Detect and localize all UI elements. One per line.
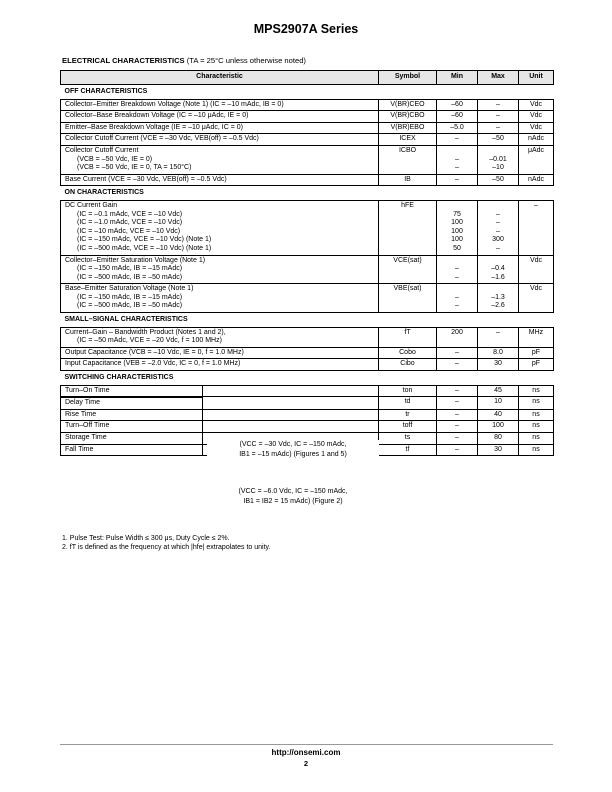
max-cell: 8.0	[478, 347, 519, 359]
section-row	[61, 371, 554, 386]
char-cell	[61, 409, 379, 421]
max-cell: –	[478, 99, 519, 111]
max-value: –	[496, 210, 500, 218]
min-cell: –	[437, 397, 478, 410]
char-condition: (IC = –150 mAdc, IB = –15 mAdc)	[77, 265, 183, 273]
char-cell	[61, 255, 379, 284]
char-cell	[61, 421, 379, 433]
table-row	[61, 347, 554, 359]
char-label: Base–Emitter Saturation Voltage (Note 1)	[65, 285, 194, 293]
footnote-1: 1. Pulse Test: Pulse Width ≤ 300 μs, Duty Cycle ≤ 2%.	[62, 535, 230, 542]
unit-cell: ns	[519, 444, 554, 456]
unit-cell: ns	[519, 385, 554, 397]
char-cell	[61, 284, 379, 313]
switch-label: Turn–Off Time	[61, 421, 203, 432]
symbol-cell: toff	[379, 421, 437, 433]
col-symbol: Symbol	[379, 71, 437, 85]
unit-cell: ns	[519, 397, 554, 410]
footnotes	[62, 534, 270, 552]
min-value: –	[455, 164, 459, 172]
table-row	[61, 134, 554, 146]
char-condition: (IC = –150 mAdc, VCE = –10 Vdc) (Note 1)	[77, 236, 212, 244]
switch-label: Rise Time	[61, 410, 203, 421]
char-cell: Collector–Emitter Breakdown Voltage (Note 1) (IC = –10 mAdc, IB = 0)	[61, 99, 379, 111]
section-title-label: ELECTRICAL CHARACTERISTICS	[62, 56, 185, 65]
char-condition: (IC = –10 mAdc, VCE = –10 Vdc)	[77, 227, 181, 235]
max-value: –0.01	[489, 155, 507, 163]
min-value: 50	[453, 244, 461, 252]
section-row	[61, 186, 554, 201]
table-row	[61, 421, 554, 433]
max-cell: 100	[478, 421, 519, 433]
unit-cell: nAdc	[519, 174, 554, 186]
char-cell	[61, 397, 379, 410]
char-cell	[61, 145, 379, 174]
table-row	[61, 385, 554, 397]
char-label: Collector–Emitter Saturation Voltage (Note 1)	[65, 256, 206, 264]
switch-label: Storage Time	[61, 433, 203, 444]
col-characteristic: Characteristic	[61, 71, 379, 85]
section-title-condition: (TA = 25°C unless otherwise noted)	[186, 56, 306, 65]
symbol-cell: Cobo	[379, 347, 437, 359]
unit-cell: Vdc	[519, 284, 554, 313]
switching-off-condition-1: (VCC = –6.0 Vdc, IC = –150 mAdc,	[238, 488, 348, 495]
symbol-cell: Cibo	[379, 359, 437, 371]
symbol-cell: VBE(sat)	[379, 284, 437, 313]
unit-cell: ns	[519, 409, 554, 421]
char-condition: (IC = –500 mAdc, VCE = –10 Vdc) (Note 1)	[77, 244, 212, 252]
switch-label: Turn–On Time	[61, 386, 203, 397]
symbol-cell: V(BR)CEO	[379, 99, 437, 111]
unit-cell: ns	[519, 433, 554, 445]
max-cell: –	[478, 327, 519, 347]
table-row	[61, 145, 554, 174]
table-header-row	[61, 71, 554, 85]
max-cell	[478, 145, 519, 174]
col-max: Max	[478, 71, 519, 85]
char-cell: Collector–Base Breakdown Voltage (IC = –10 μAdc, IE = 0)	[61, 111, 379, 123]
max-value: –2.6	[491, 302, 505, 310]
min-cell: –	[437, 421, 478, 433]
min-cell: –	[437, 174, 478, 186]
max-cell: –50	[478, 134, 519, 146]
section-on: ON CHARACTERISTICS	[61, 186, 554, 201]
char-cell	[61, 200, 379, 255]
unit-cell: μAdc	[519, 145, 554, 174]
section-switching: SWITCHING CHARACTERISTICS	[61, 371, 554, 386]
max-value: –1.3	[491, 293, 505, 301]
max-value: –1.6	[491, 273, 505, 281]
symbol-cell: VCE(sat)	[379, 255, 437, 284]
switch-label: Fall Time	[61, 445, 203, 456]
switching-off-conditions	[207, 487, 379, 507]
footer-divider	[60, 744, 553, 745]
footnote-2: 2. fT is defined as the frequency at which |hfe| extrapolates to unity.	[62, 544, 271, 551]
max-cell: 10	[478, 397, 519, 410]
min-cell: –	[437, 444, 478, 456]
table-row	[61, 409, 554, 421]
table-row	[61, 200, 554, 255]
max-cell	[478, 284, 519, 313]
footer-url-link[interactable]: http://onsemi.com	[271, 748, 341, 757]
min-cell: –60	[437, 99, 478, 111]
table-row	[61, 255, 554, 284]
min-value: 75	[453, 210, 461, 218]
max-cell: –	[478, 111, 519, 123]
max-value: –0.4	[491, 265, 505, 273]
section-small-signal: SMALL–SIGNAL CHARACTERISTICS	[61, 313, 554, 328]
switching-on-condition-1: (VCC = –30 Vdc, IC = –150 mAdc,	[239, 441, 347, 448]
symbol-cell: V(BR)EBO	[379, 122, 437, 134]
table-row	[61, 111, 554, 123]
switching-on-condition-2: IB1 = –15 mAdc) (Figures 1 and 5)	[239, 451, 347, 458]
page-number: 2	[303, 759, 309, 768]
min-cell: –60	[437, 111, 478, 123]
max-cell	[478, 255, 519, 284]
min-cell	[437, 255, 478, 284]
symbol-cell: ts	[379, 433, 437, 445]
min-value: –	[455, 265, 459, 273]
unit-cell: –	[519, 200, 554, 255]
char-cell: Emitter–Base Breakdown Voltage (IE = –10 μAdc, IC = 0)	[61, 122, 379, 134]
max-cell: –	[478, 122, 519, 134]
min-value: –	[455, 155, 459, 163]
section-off: OFF CHARACTERISTICS	[61, 85, 554, 100]
char-condition: (VCB = –50 Vdc, IE = 0)	[77, 155, 153, 163]
unit-cell: pF	[519, 359, 554, 371]
char-label: DC Current Gain	[65, 201, 118, 209]
switch-label: Delay Time	[61, 397, 203, 409]
char-condition: (IC = –500 mAdc, IB = –50 mAdc)	[77, 302, 183, 310]
char-condition: (IC = –0.1 mAdc, VCE = –10 Vdc)	[77, 210, 183, 218]
unit-cell: nAdc	[519, 134, 554, 146]
table-row	[61, 327, 554, 347]
min-value: –	[455, 273, 459, 281]
max-cell: 40	[478, 409, 519, 421]
min-cell	[437, 284, 478, 313]
min-cell: 200	[437, 327, 478, 347]
switching-on-conditions	[207, 440, 379, 460]
symbol-cell: td	[379, 397, 437, 410]
unit-cell: Vdc	[519, 99, 554, 111]
min-value: 100	[451, 236, 463, 244]
min-cell: –	[437, 347, 478, 359]
min-cell: –	[437, 385, 478, 397]
table-row	[61, 397, 554, 410]
unit-cell: pF	[519, 347, 554, 359]
max-value: 300	[492, 236, 504, 244]
table-row	[61, 174, 554, 186]
min-value: –	[455, 302, 459, 310]
max-cell: 30	[478, 444, 519, 456]
min-cell: –	[437, 433, 478, 445]
max-value: –	[496, 227, 500, 235]
section-row	[61, 85, 554, 100]
section-row	[61, 313, 554, 328]
symbol-cell: tr	[379, 409, 437, 421]
max-cell: 45	[478, 385, 519, 397]
char-cell: Output Capacitance (VCB = –10 Vdc, IE = 0, f = 1.0 MHz)	[61, 347, 379, 359]
char-condition: (IC = –1.0 mAdc, VCE = –10 Vdc)	[77, 219, 183, 227]
char-label: Collector Cutoff Current	[65, 146, 139, 154]
char-cell: Base Current (VCE = –30 Vdc, VEB(off) = –0.5 Vdc)	[61, 174, 379, 186]
symbol-cell: V(BR)CBO	[379, 111, 437, 123]
min-cell: –	[437, 134, 478, 146]
min-value: 100	[451, 219, 463, 227]
char-condition: (IC = –50 mAdc, VCE = –20 Vdc, f = 100 MHz)	[77, 337, 222, 345]
unit-cell: Vdc	[519, 111, 554, 123]
min-cell	[437, 200, 478, 255]
char-cell: Collector Cutoff Current (VCE = –30 Vdc, VEB(off) = –0.5 Vdc)	[61, 134, 379, 146]
symbol-cell: tf	[379, 444, 437, 456]
symbol-cell: IB	[379, 174, 437, 186]
table-row	[61, 284, 554, 313]
symbol-cell: ton	[379, 385, 437, 397]
electrical-characteristics-table	[60, 70, 554, 456]
max-cell: 30	[478, 359, 519, 371]
max-value: –10	[492, 164, 504, 172]
symbol-cell: ICBO	[379, 145, 437, 174]
min-cell: –	[437, 409, 478, 421]
table-row	[61, 122, 554, 134]
max-cell: –50	[478, 174, 519, 186]
char-cell	[61, 385, 379, 397]
max-value: –	[496, 219, 500, 227]
symbol-cell: ICEX	[379, 134, 437, 146]
char-cell	[61, 327, 379, 347]
max-cell	[478, 200, 519, 255]
char-cell: Input Capacitance (VEB = –2.0 Vdc, IC = 0, f = 1.0 MHz)	[61, 359, 379, 371]
char-condition: (IC = –500 mAdc, IB = –50 mAdc)	[77, 273, 183, 281]
max-value: –	[496, 244, 500, 252]
min-value: 100	[451, 227, 463, 235]
symbol-cell: fT	[379, 327, 437, 347]
section-title	[62, 56, 306, 65]
table-row	[61, 99, 554, 111]
unit-cell: Vdc	[519, 122, 554, 134]
col-unit: Unit	[519, 71, 554, 85]
table-row	[61, 359, 554, 371]
char-condition: (VCB = –50 Vdc, IE = 0, TA = 150°C)	[77, 164, 192, 172]
min-value: –	[455, 293, 459, 301]
unit-cell: MHz	[519, 327, 554, 347]
symbol-cell: hFE	[379, 200, 437, 255]
col-min: Min	[437, 71, 478, 85]
char-condition: (IC = –150 mAdc, IB = –15 mAdc)	[77, 293, 183, 301]
min-cell: –5.0	[437, 122, 478, 134]
unit-cell: ns	[519, 421, 554, 433]
min-cell: –	[437, 359, 478, 371]
page-title: MPS2907A Series	[253, 22, 359, 36]
unit-cell: Vdc	[519, 255, 554, 284]
char-label: Current–Gain – Bandwidth Product (Notes 1 and 2),	[65, 328, 226, 336]
switching-off-condition-2: IB1 = IB2 = 15 mAdc) (Figure 2)	[243, 498, 343, 505]
max-cell: 80	[478, 433, 519, 445]
min-cell	[437, 145, 478, 174]
